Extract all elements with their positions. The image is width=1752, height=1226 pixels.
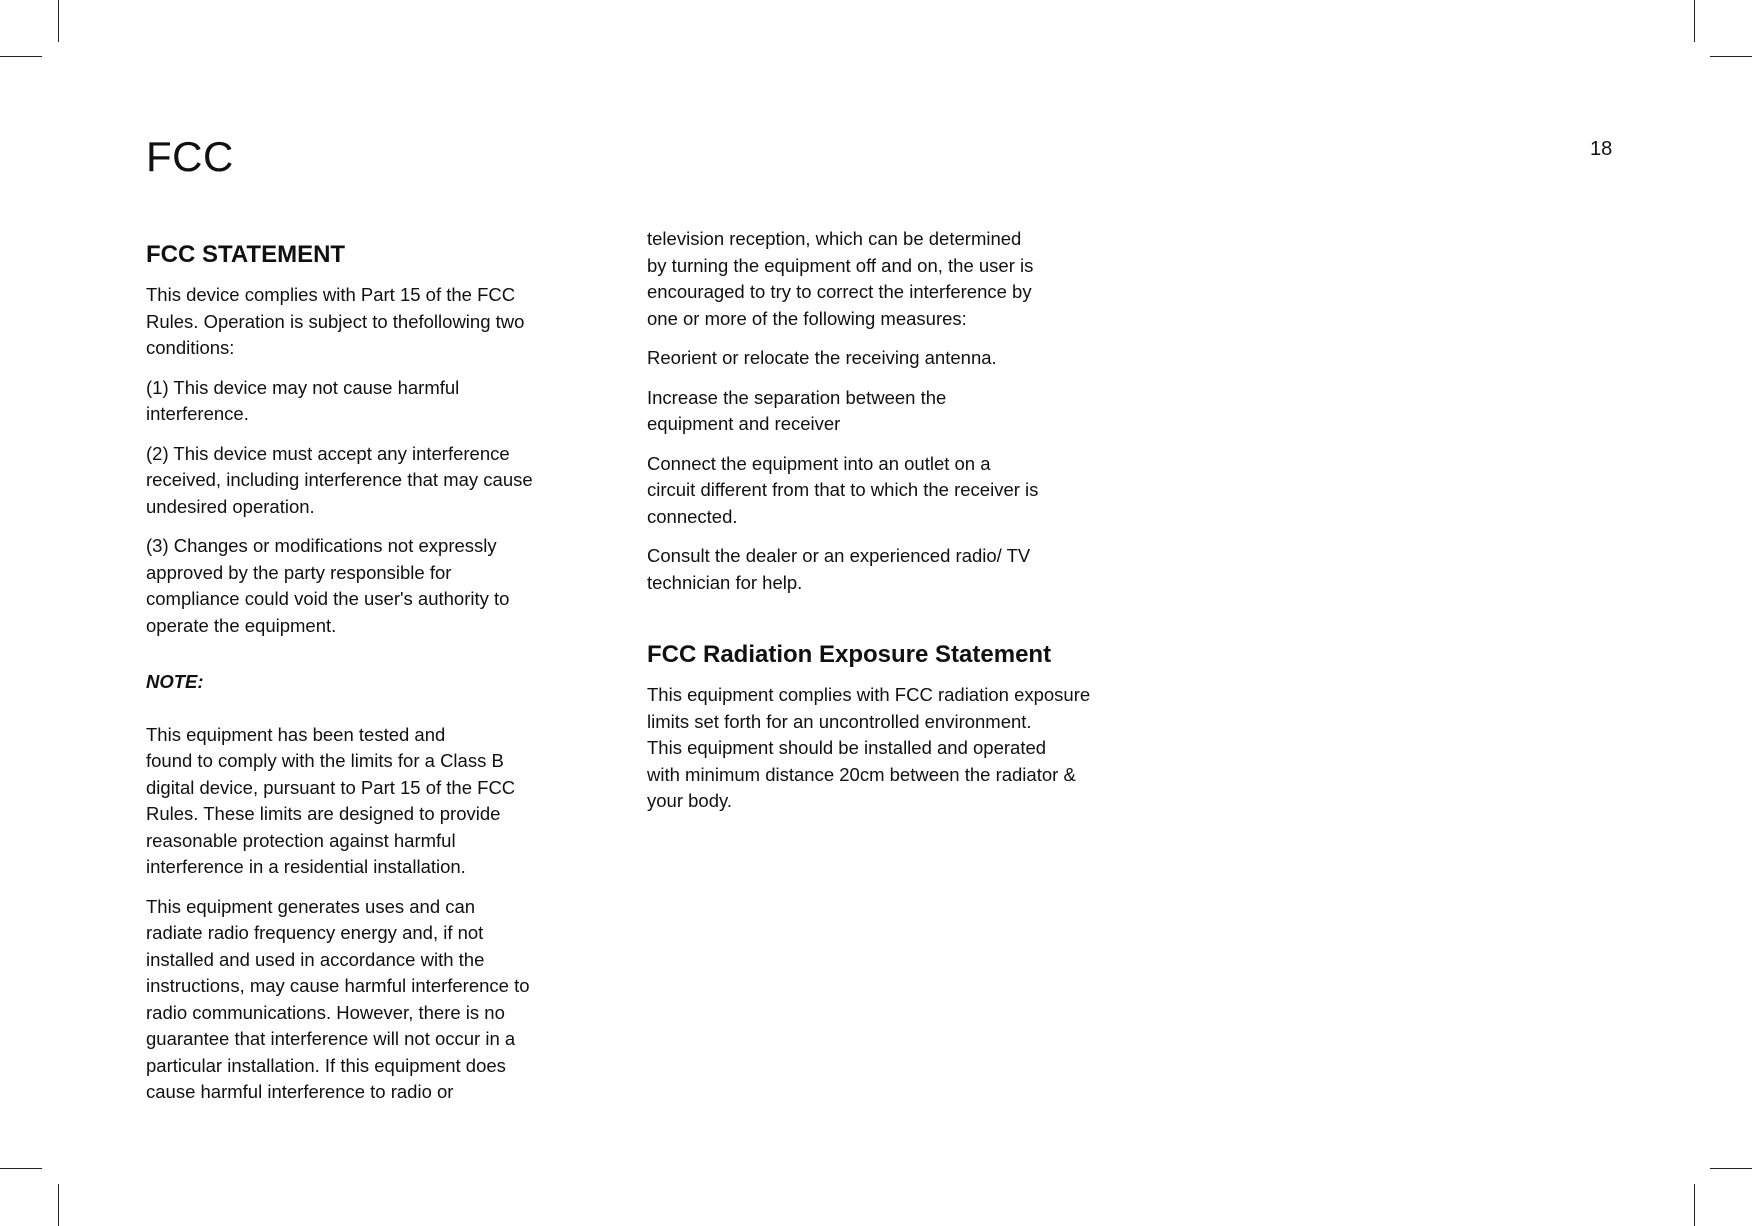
radiation-exposure-heading: FCC Radiation Exposure Statement — [647, 641, 1052, 668]
compliance-intro: This device complies with Part 15 of the FCC Rules. Operation is subject to thefollowing two conditions: — [146, 284, 525, 358]
fcc-statement-heading: FCC STATEMENT — [146, 241, 346, 268]
crop-mark-top-right-horizontal — [1710, 56, 1752, 57]
measure-2: Increase the separation between the equipment and receiver — [647, 386, 947, 434]
radiation-exposure-text: This equipment complies with FCC radiation exposure limits set forth for an uncontrolled environment. This equipment should be installed and operated with minimum distance 20cm between the radiator & your body. — [647, 684, 1091, 811]
crop-mark-top-left-vertical — [58, 0, 59, 42]
crop-mark-top-left-horizontal — [0, 56, 42, 57]
crop-mark-bottom-left-horizontal — [0, 1168, 42, 1169]
left-column — [146, 240, 611, 1119]
page-number: 18 — [1590, 138, 1613, 160]
note-label: NOTE: — [146, 671, 204, 692]
crop-mark-bottom-left-vertical — [58, 1184, 59, 1226]
continuation-paragraph: television reception, which can be determined by turning the equipment off and on, the user is encouraged to try to correct the interference by one or more of the following measures: — [647, 228, 1034, 329]
crop-mark-bottom-right-vertical — [1694, 1184, 1695, 1226]
crop-mark-top-right-vertical — [1694, 0, 1695, 42]
condition-3: (3) Changes or modifications not expressly approved by the party responsible for compliance could void the user's authority to operate the equipment. — [146, 535, 510, 636]
measure-3: Connect the equipment into an outlet on a circuit different from that to which the receiver is connected. — [647, 452, 1039, 527]
measure-4: Consult the dealer or an experienced radio/ TV technician for help. — [647, 545, 1031, 593]
condition-1: (1) This device may not cause harmful interference. — [146, 376, 460, 424]
note-paragraph-2: This equipment generates uses and can radiate radio frequency energy and, if not installed and used in accordance with the instructions, may cause harmful interference to radio communications. However, there is no guarantee that interference will not occur in a particular installation. If this equipment does cause harmful interference to radio or — [146, 895, 530, 1102]
page-title: FCC — [146, 133, 234, 180]
crop-mark-bottom-right-horizontal — [1710, 1168, 1752, 1169]
right-column — [647, 226, 1147, 828]
note-paragraph-1: This equipment has been tested and found to comply with the limits for a Class B digital device, pursuant to Part 15 of the FCC Rules. These limits are designed to provide reasonable protection against harmful interference in a residential installation. — [146, 723, 516, 877]
condition-2: (2) This device must accept any interference received, including interference that may cause undesired operation. — [146, 442, 533, 517]
measure-1: Reorient or relocate the receiving antenna. — [647, 347, 997, 368]
